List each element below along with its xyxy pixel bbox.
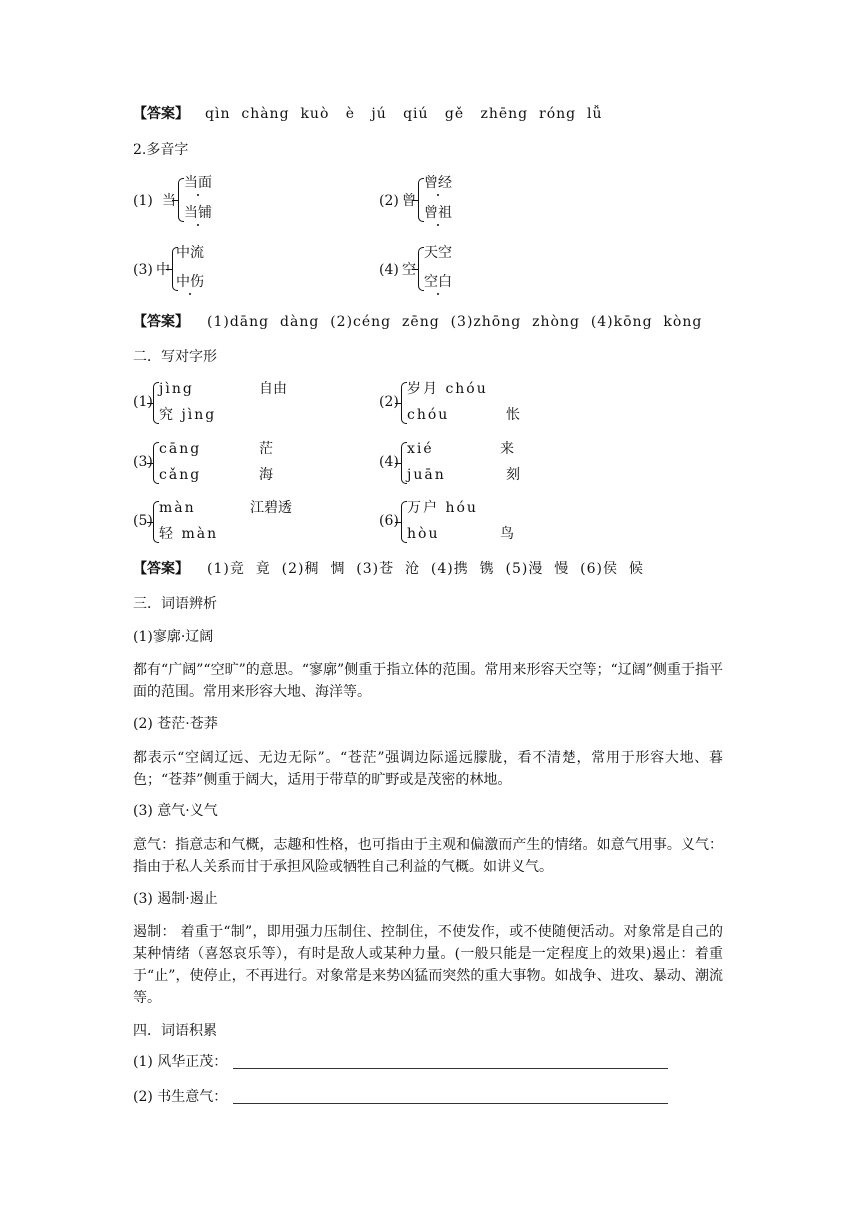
- answer-label: 【答案】: [133, 314, 189, 330]
- word-text: 中伤: [176, 274, 204, 290]
- item-number: (2): [379, 394, 399, 410]
- answer-blank-line[interactable]: [233, 1103, 668, 1104]
- line-text: 轻 màn: [159, 526, 219, 542]
- polyphone-char: 空: [402, 262, 416, 278]
- word: [184, 176, 212, 190]
- entry-title: (3) 意气·义气: [133, 803, 218, 819]
- line-text: màn: [159, 500, 196, 516]
- line-text: jìng: [159, 381, 194, 397]
- item-number: (2): [379, 193, 399, 209]
- section-heading: 二．写对字形: [133, 349, 217, 365]
- fill-label: (1) 风华正茂：: [133, 1054, 228, 1070]
- item-number: (1): [133, 193, 153, 209]
- word: [176, 275, 204, 289]
- line-text: 海: [259, 467, 273, 483]
- section-heading: 三．词语辨析: [133, 596, 217, 612]
- item-number: (3): [133, 454, 153, 470]
- entry-body: 都有“广阔”“空旷”的意思。“寥廓”侧重于指立体的范围。常用来形容天空等；“辽阔”侧重于指平面的范围。常用来形容大地、海洋等。: [133, 662, 723, 700]
- answer-pinyin: qìn chàng kuò è jú qiú gě zhēng róng lǚ: [205, 106, 603, 122]
- word-text: 中流: [176, 245, 204, 261]
- line-text: 鸟: [500, 526, 514, 542]
- answer-label: 【答案】: [133, 106, 189, 122]
- entry-body: 都表示“空阔辽远、无边无际”。“苍茫”强调边际遥远朦胧，看不清楚，常用于形容大地、暮色；“苍莽”侧重于阔大，适用于带草的旷野或是茂密的林地。: [133, 750, 723, 788]
- line-text: 怅: [506, 407, 520, 423]
- line-text: 究 jìng: [159, 407, 217, 423]
- item-number: (4): [379, 262, 399, 278]
- entry-title: (3) 遏制·遏止: [133, 891, 218, 907]
- line-text: 茫: [259, 441, 273, 457]
- line-text: chóu: [407, 407, 450, 423]
- word: [424, 275, 452, 289]
- word-text: 空白: [424, 274, 452, 290]
- polyphone-char: 中: [156, 262, 170, 278]
- entry-title: (1)寥廓·辽阔: [133, 629, 214, 645]
- word: [424, 176, 452, 190]
- answer-label: 【答案】: [133, 561, 189, 577]
- answer-blank-line[interactable]: [233, 1068, 668, 1069]
- line-text: 自由: [259, 381, 287, 397]
- item-number: (5): [133, 513, 153, 529]
- item-number: (4): [379, 454, 399, 470]
- word: [176, 246, 204, 260]
- answer-pinyin: (1)dāng dàng (2)céng zēng (3)zhōng zhòng (4)kōng kòng: [207, 314, 703, 330]
- word-text: 曾经: [424, 175, 452, 191]
- word: [424, 206, 452, 220]
- item-number: (1): [133, 394, 153, 410]
- word-text: 当面: [184, 175, 212, 191]
- line-text: cāng: [159, 441, 202, 457]
- line-text: cǎng: [159, 467, 202, 483]
- word: [424, 246, 452, 260]
- item-number: (3): [133, 262, 153, 278]
- line-text: 万户 hóu: [407, 500, 478, 516]
- entry-body: 遏制： 着重于“制”，即用强力压制住、控制住，不使发作，或不使随便活动。对象常是自己的某种情绪（喜怒哀乐等），有时是敌人或某种力量。(一般只能是一定程度上的效果)遏止：着重于“止”，使停止，不再进行。对象常是来势凶猛而突然的重大事物。如战争、进攻、暴动、潮流等。: [133, 924, 723, 1006]
- line-text: 刻: [506, 467, 520, 483]
- line-text: 来: [500, 441, 514, 457]
- polyphone-char: 曾: [402, 193, 416, 209]
- word-text: 天空: [424, 245, 452, 261]
- line-text: 江碧透: [250, 500, 292, 516]
- item-number: (6): [379, 513, 399, 529]
- section-heading: 四．词语积累: [133, 1023, 217, 1039]
- word: [184, 206, 212, 220]
- entry-body: 意气：指意志和气概，志趣和性格，也可指由于主观和偏激而产生的情绪。如意气用事。义气：指由于私人关系而甘于承担风险或牺牲自己利益的气概。如讲义气。: [133, 837, 723, 875]
- section-heading: 2.多音字: [133, 142, 189, 158]
- line-text: 岁月 chóu: [407, 381, 488, 397]
- line-text: juān: [407, 467, 446, 483]
- line-text: hòu: [407, 526, 440, 542]
- word-text: 当铺: [184, 205, 212, 221]
- word-text: 曾祖: [424, 205, 452, 221]
- fill-label: (2) 书生意气：: [133, 1089, 228, 1105]
- line-text: xié: [407, 441, 434, 457]
- answer-text: (1)竞 竟 (2)稠 惆 (3)苍 沧 (4)携 镌 (5)漫 慢 (6)侯 候: [207, 561, 644, 577]
- polyphone-char: 当: [162, 193, 176, 209]
- entry-title: (2) 苍茫·苍莽: [133, 716, 218, 732]
